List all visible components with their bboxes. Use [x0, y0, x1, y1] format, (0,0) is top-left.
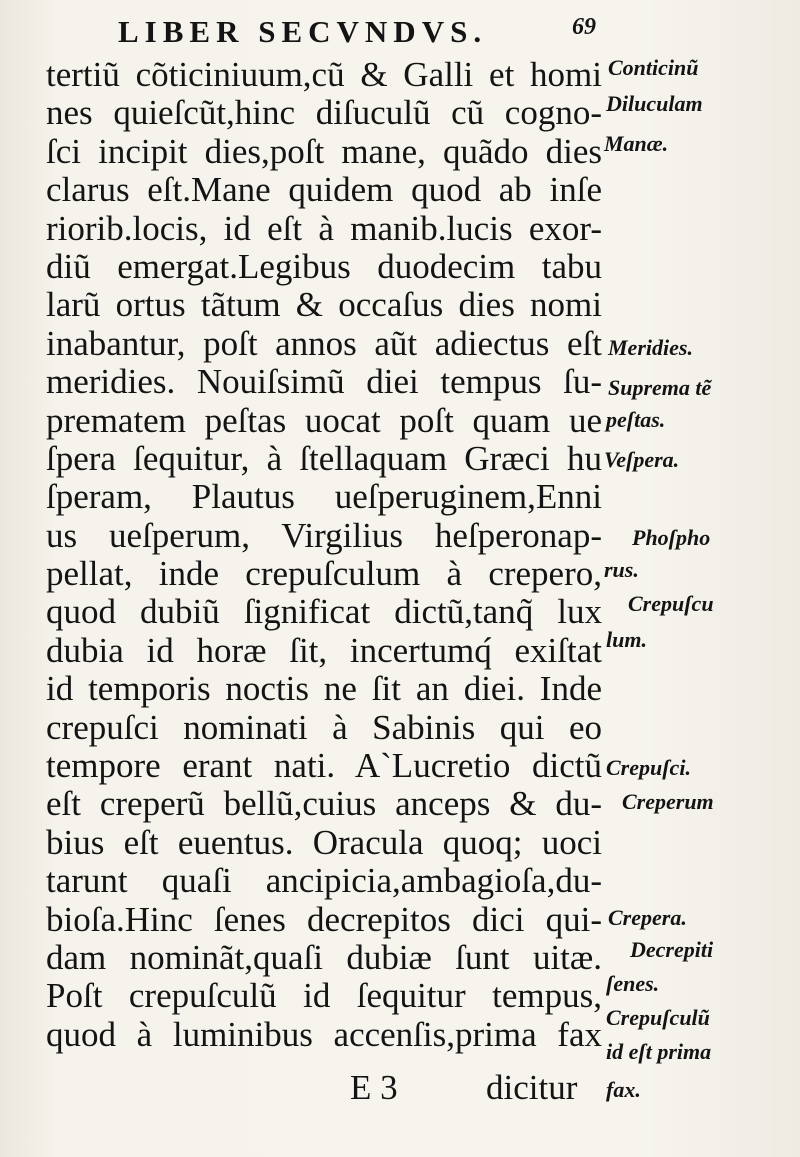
text-line: prematem peſtas uocat poſt quam ue	[46, 400, 602, 440]
margin-note: Crepuſci.	[606, 755, 691, 780]
text-line: clarus eſt.Mane quidem quod ab inſe	[46, 170, 602, 210]
text-line: tempore erant nati. A`Lucretio dictũ	[46, 746, 602, 786]
running-title: LIBER SECVNDVS.	[118, 14, 488, 49]
text-line: larũ ortus tãtum & occaſus dies nomi	[46, 285, 602, 325]
margin-note: Creperum	[622, 789, 714, 814]
text-line: crepuſci nominati à Sabinis qui eo	[46, 707, 602, 747]
text-line: bioſa.Hinc ſenes decrepitos dici qui-	[46, 899, 602, 939]
text-line: dam nominãt,quaſi dubiæ ſunt uitæ.	[46, 937, 602, 977]
text-line: diũ emergat.Legibus duodecim tabu	[46, 246, 602, 286]
margin-note: Crepuſculũ	[606, 1005, 710, 1030]
text-line: ſci incipit dies,poſt mane, quãdo dies	[46, 131, 602, 171]
margin-note: Veſpera.	[604, 447, 680, 472]
text-line: riorib.locis, id eſt à manib.lucis exor-	[46, 208, 602, 248]
text-line: quod à luminibus accenſis,prima fax	[46, 1014, 602, 1054]
text-line: us ueſperum, Virgilius heſperonap-	[46, 515, 602, 555]
text-line: id temporis noctis ne ſit an diei. Inde	[46, 669, 602, 709]
margin-note: rus.	[604, 557, 639, 582]
margin-note: Crepera.	[608, 905, 687, 930]
margin-note: Manæ.	[604, 131, 669, 156]
margin-note: fax.	[606, 1077, 641, 1102]
page-number: 69	[572, 14, 596, 40]
text-line: inabantur, poſt annos aũt adiectus eſt	[46, 323, 602, 363]
text-line: pellat, inde crepuſculum à crepero,	[46, 554, 602, 594]
margin-note: id eſt prima	[606, 1039, 712, 1064]
text-line: Poſt crepuſculũ id ſequitur tempus,	[46, 976, 602, 1016]
text-line: eſt creperũ bellũ,cuius anceps & du-	[46, 784, 602, 824]
text-line: tarunt quaſi ancipicia,ambagioſa,du-	[46, 861, 602, 901]
margin-note: Diluculam	[606, 91, 703, 116]
margin-note: Meridies.	[608, 335, 693, 360]
margin-note: Crepuſcu	[628, 591, 714, 616]
catchword: dicitur	[486, 1068, 578, 1107]
main-text-block	[46, 56, 602, 1054]
margin-note: lum.	[606, 627, 647, 652]
signature-mark: E 3	[350, 1068, 398, 1107]
margin-note: ſenes.	[606, 971, 660, 996]
margin-note: Phoſpho	[632, 525, 711, 550]
margin-note: Conticinũ	[608, 55, 699, 80]
margin-note: peſtas.	[606, 407, 666, 432]
text-line: ſperam, Plautus ueſperuginem,Enni	[46, 477, 602, 517]
margin-note: Decrepiti	[630, 937, 714, 962]
text-line: meridies. Nouiſsimũ diei tempus ſu-	[46, 362, 602, 402]
margin-note: Suprema tẽ	[608, 375, 712, 400]
text-line: nes quieſcũt,hinc diſuculũ cũ cogno-	[46, 93, 602, 133]
text-line: ſpera ſequitur, à ſtellaquam Græci hu	[46, 438, 602, 478]
text-line: dubia id horæ ſit, incertumq́ exiſtat	[46, 630, 602, 670]
text-line: bius eſt euentus. Oracula quoq; uoci	[46, 822, 602, 862]
margin-notes	[604, 56, 794, 1116]
text-line: tertiũ cõticiniuum,cũ & Galli et homi	[46, 55, 602, 94]
text-line: quod dubiũ ſignificat dictũ,tanq̃ lux	[46, 592, 602, 632]
